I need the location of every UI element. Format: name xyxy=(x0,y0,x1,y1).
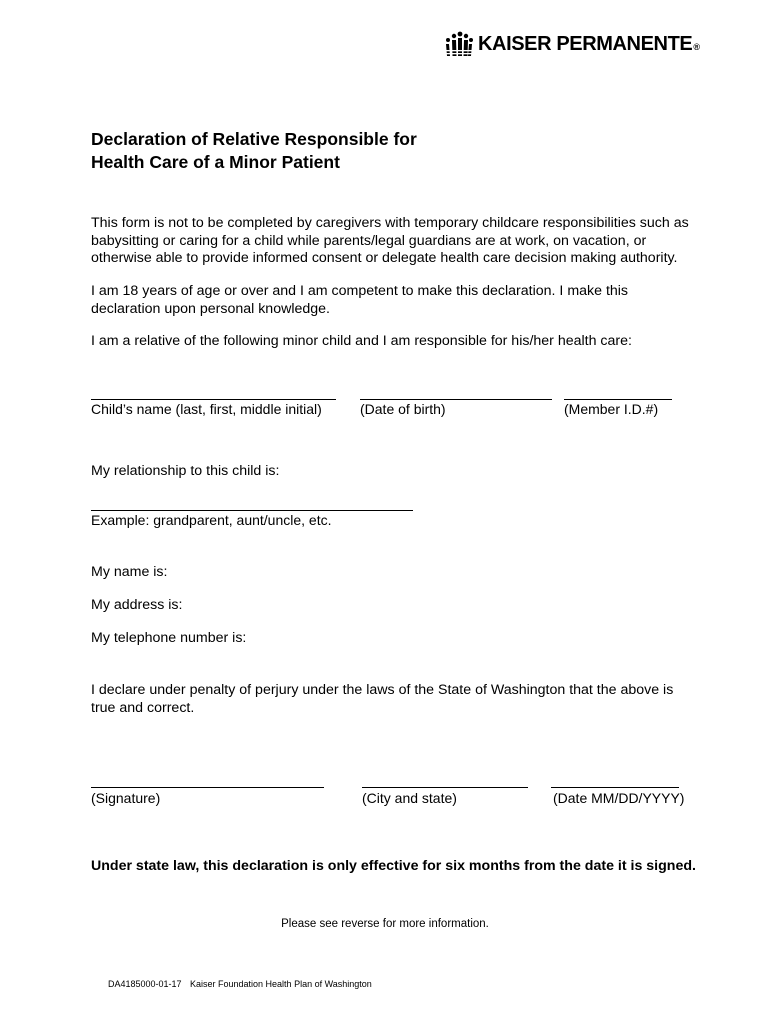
competence-paragraph xyxy=(91,283,691,318)
kaiser-permanente-logo-icon xyxy=(444,31,474,57)
my-name-label: My name is: xyxy=(91,564,168,580)
child-name-label: Child’s name (last, first, middle initial) xyxy=(91,401,322,417)
date-signed-field[interactable] xyxy=(551,787,679,788)
member-id-field[interactable] xyxy=(564,399,672,400)
form-title-line-1: Declaration of Relative Responsible for xyxy=(91,129,417,149)
relationship-label: My relationship to this child is: xyxy=(91,463,280,479)
intro-line-2: babysitting or caring for a child while parents/legal guardians are at work, on vacation, or xyxy=(91,232,647,249)
date-of-birth-field[interactable] xyxy=(360,399,552,400)
date-signed-label: (Date MM/DD/YYYY) xyxy=(553,790,685,806)
my-address-label: My address is: xyxy=(91,597,183,613)
intro-line-3: otherwise able to provide informed consent or delegate health care decision making authority. xyxy=(91,250,678,266)
intro-paragraph xyxy=(91,215,691,268)
my-telephone-label: My telephone number is: xyxy=(91,630,247,646)
member-id-label: (Member I.D.#) xyxy=(564,401,659,417)
competence-line-2: declaration upon personal knowledge. xyxy=(91,300,330,317)
signature-field[interactable] xyxy=(91,787,324,788)
declaration-paragraph xyxy=(91,682,691,717)
kaiser-permanente-logo xyxy=(444,30,700,60)
relationship-example: Example: grandparent, aunt/uncle, etc. xyxy=(91,512,332,528)
competence-line-1: I am 18 years of age or over and I am competent to make this declaration. I make this xyxy=(91,283,629,299)
form-title xyxy=(91,128,651,174)
relative-statement: I am a relative of the following minor child and I am responsible for his/her health care: xyxy=(91,333,632,349)
declaration-line-1: I declare under penalty of perjury under the laws of the State of Washington that the above is xyxy=(91,682,674,698)
form-code: DA4185000-01-17 xyxy=(108,979,182,989)
city-state-label: (City and state) xyxy=(362,790,457,806)
registered-mark: ® xyxy=(693,42,700,52)
footer-organization: Kaiser Foundation Health Plan of Washington xyxy=(190,979,372,989)
signature-label: (Signature) xyxy=(91,790,161,806)
declaration-line-2: true and correct. xyxy=(91,699,195,716)
six-month-notice: Under state law, this declaration is only effective for six months from the date it is signed. xyxy=(91,858,696,874)
city-state-field[interactable] xyxy=(362,787,528,788)
brand-name: KAISER PERMANENTE® xyxy=(478,33,700,55)
child-name-field[interactable] xyxy=(91,399,336,400)
reverse-note: Please see reverse for more information. xyxy=(281,918,489,930)
relationship-field[interactable] xyxy=(91,510,413,511)
form-title-line-2: Health Care of a Minor Patient xyxy=(91,152,340,172)
date-of-birth-label: (Date of birth) xyxy=(360,401,446,417)
intro-line-1: This form is not to be completed by caregivers with temporary childcare responsibilities such as xyxy=(91,215,689,231)
